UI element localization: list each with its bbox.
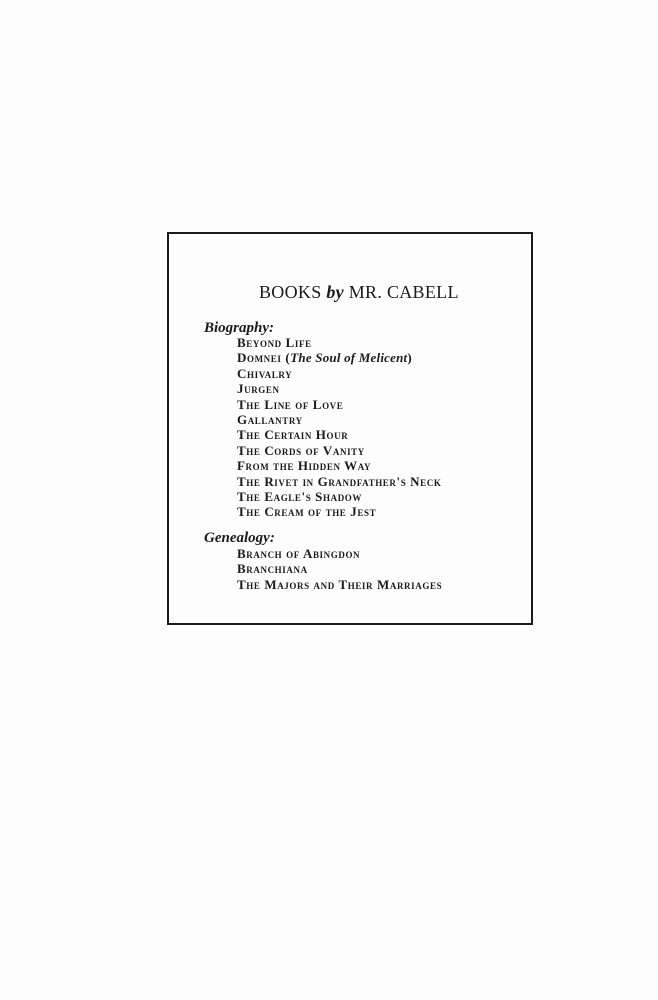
biography-list <box>237 335 441 520</box>
list-item: Gallantry <box>237 411 303 427</box>
section-label-biography: Biography: <box>204 320 275 336</box>
list-item: The Cords of Vanity <box>237 442 365 458</box>
heading-books: BOOKS <box>259 282 322 302</box>
list-item: The Majors and Their Marriages <box>237 576 443 592</box>
list-item: The Certain Hour <box>237 427 349 443</box>
list-item: Beyond Life <box>237 335 312 350</box>
heading-by: by <box>326 282 344 302</box>
list-item: The Cream of the Jest <box>237 504 377 520</box>
heading-author: MR. CABELL <box>348 282 459 302</box>
list-item: The Rivet in Grandfather's Neck <box>237 473 442 489</box>
list-item: Chivalry <box>237 365 293 381</box>
book-title: Domnei <box>237 350 282 366</box>
list-item: The Line of Love <box>237 396 344 412</box>
list-item: From the Hidden Way <box>237 458 372 474</box>
list-item: Branch of Abingdon <box>237 546 361 561</box>
list-item: Domnei (The Soul of Melicent) <box>237 350 413 366</box>
genealogy-list <box>237 546 442 592</box>
section-label-genealogy: Genealogy: <box>204 530 275 546</box>
list-item: Branchiana <box>237 561 308 577</box>
list-item: Jurgen <box>237 381 280 397</box>
book-subtitle: The Soul of Melicent <box>290 350 408 366</box>
page-heading <box>259 282 459 303</box>
list-item: The Eagle's Shadow <box>237 488 362 504</box>
